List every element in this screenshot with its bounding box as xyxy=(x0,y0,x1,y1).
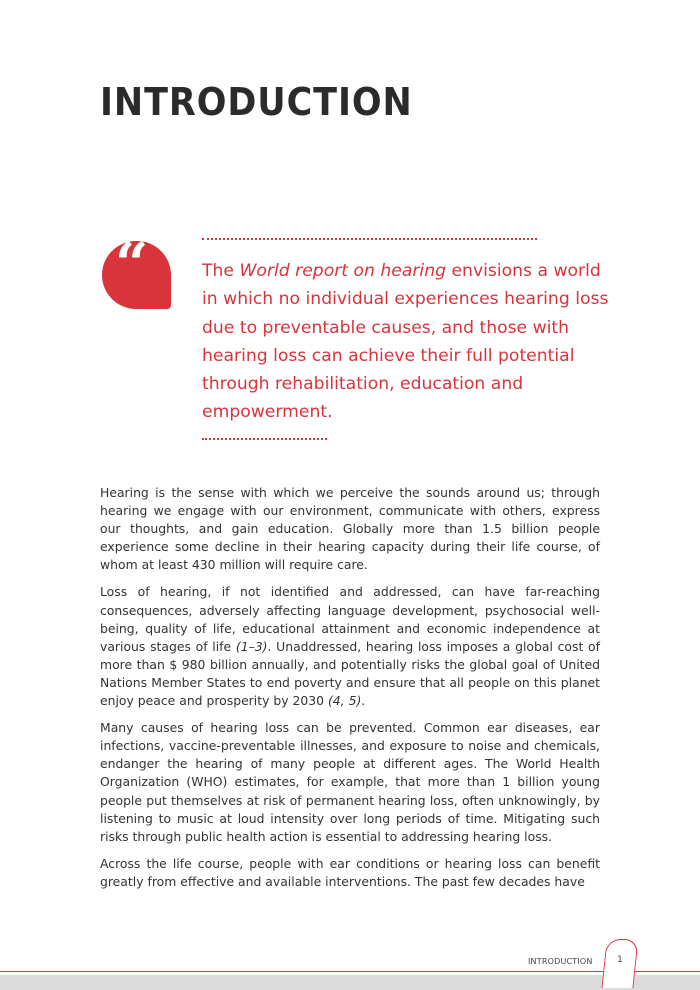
quote-bubble-icon xyxy=(102,230,171,309)
quotation-mark-icon: “ xyxy=(115,230,149,298)
page-title: INTRODUCTION xyxy=(100,80,413,124)
footer-band xyxy=(0,975,700,990)
text: . xyxy=(361,693,366,709)
body-text xyxy=(100,484,600,900)
citation: (4, 5) xyxy=(327,693,362,709)
citation: (1–3) xyxy=(235,638,268,654)
divider-bottom xyxy=(202,438,327,440)
text: . Unaddressed, hearing loss imposes a global cost of more than $ 980 billion annually, and potentially risks the global goal of United Nations Member States to end poverty and ensure that all people on this planet enjoy peace and prosperity by 2030 xyxy=(100,638,600,709)
running-footer: INTRODUCTION xyxy=(528,957,593,966)
quote-text: envisions a world in which no individual experiences hearing loss due to preventable causes, and those with hearing loss can achieve their full potential through rehabilitation, education and empowerment. xyxy=(202,261,609,423)
page-number: 1 xyxy=(617,955,623,965)
quote-prefix: The xyxy=(202,261,240,281)
pull-quote xyxy=(202,257,612,427)
paragraph xyxy=(100,583,600,710)
divider-top xyxy=(202,238,537,240)
footer-rule xyxy=(0,971,700,972)
paragraph: Many causes of hearing loss can be prevented. Common ear diseases, ear infections, vaccine-preventable illnesses, and exposure to noise and chemicals, endanger the hearing of many people at different ages. The World Health Organization (WHO) estimates, for example, that more than 1 billion young people put themselves at risk of permanent hearing loss, often unknowingly, by listening to music at loud intensity over long periods of time. Mitigating such risks through public health action is essential to addressing hearing loss. xyxy=(100,720,600,844)
quote-report-title: World report on hearing xyxy=(239,261,447,281)
text: Loss of hearing, if not identified and addressed, can have far-reaching consequences, adversely affecting language development, psychosocial well-being, quality of life, educational attainment and economic independence at various stages of life xyxy=(100,584,600,654)
paragraph: Hearing is the sense with which we perceive the sounds around us; through hearing we engage with our environment, communicate with others, express our thoughts, and gain education. Globally more than 1.5 billion people experience some decline in their hearing capacity during their life course, of whom at least 430 million will require care. xyxy=(100,485,600,573)
paragraph: Across the life course, people with ear conditions or hearing loss can benefit greatly from effective and available interventions. The past few decades have xyxy=(100,855,600,889)
